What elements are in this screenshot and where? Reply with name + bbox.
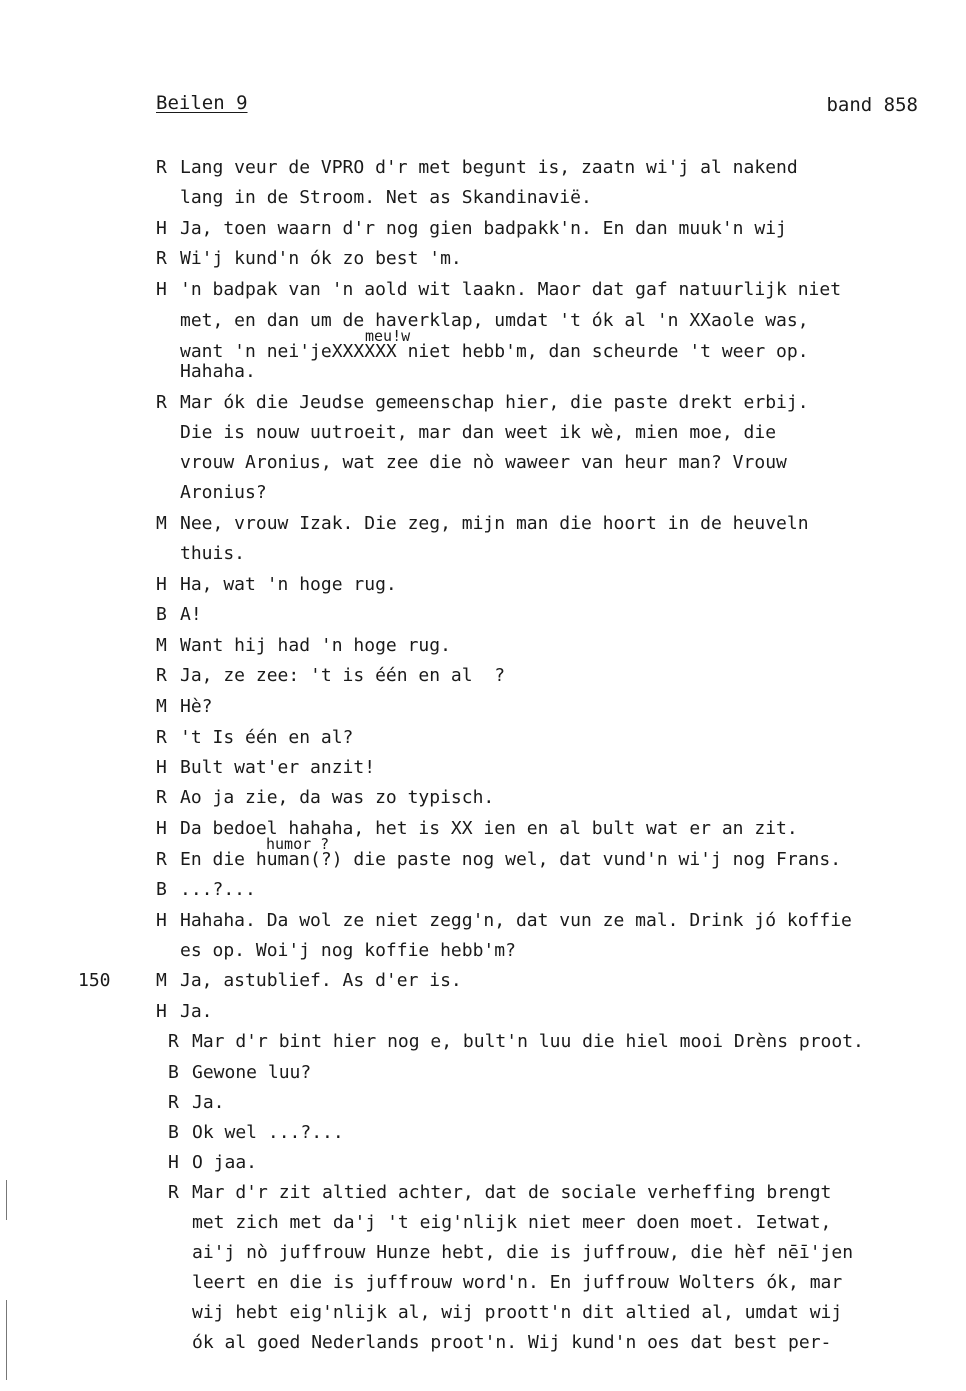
speaker-label: H — [156, 818, 167, 839]
speaker-label: B — [168, 1122, 179, 1143]
speaker-label: H — [156, 279, 167, 300]
transcript-line: Mar ók die Jeudse gemeenschap hier, die paste drekt erbij. — [180, 392, 809, 413]
speaker-label: M — [156, 635, 167, 656]
transcript-line: Die is nouw uutroeit, mar dan weet ik wè, mien moe, die — [180, 422, 777, 443]
transcript-line: want 'n nei'jeXXXXXX niet hebb'm, dan scheurde 't weer op. — [180, 341, 809, 362]
transcript-line: Da bedoel hahaha, het is XX ien en al bult wat er an zit. — [180, 818, 798, 839]
speaker-label: M — [156, 513, 167, 534]
speaker-label: M — [156, 696, 167, 717]
speaker-label: B — [168, 1062, 179, 1083]
transcript-line: ók al goed Nederlands proot'n. Wij kund'n oes dat best per- — [192, 1332, 832, 1353]
transcript-line: Ja, astublief. As d'er is. — [180, 970, 462, 991]
transcript-line: Aronius? — [180, 482, 267, 503]
transcript-line: Bult wat'er anzit! — [180, 757, 376, 778]
transcript-line: Lang veur de VPRO d'r met begunt is, zaatn wi'j al nakend — [180, 157, 798, 178]
speaker-label: B — [156, 604, 167, 625]
speaker-label: H — [156, 910, 167, 931]
speaker-label: R — [168, 1182, 179, 1203]
transcript-line: Mar d'r bint hier nog e, bult'n luu die hiel mooi Drèns proot. — [192, 1031, 864, 1052]
transcript-line: lang in de Stroom. Net as Skandinavië. — [180, 187, 592, 208]
speaker-label: R — [156, 787, 167, 808]
speaker-label: B — [156, 879, 167, 900]
speaker-label: R — [156, 157, 167, 178]
speaker-label: R — [156, 248, 167, 269]
band-number: band 858 — [826, 94, 918, 116]
speaker-label: M — [156, 970, 167, 991]
handwritten-insertion: meu!w — [365, 327, 411, 345]
transcript-line: Hahaha. — [180, 361, 256, 382]
transcript-line: En die human(?) die paste nog wel, dat vund'n wi'j nog Frans. — [180, 849, 842, 870]
transcript-line: Hè? — [180, 696, 213, 717]
transcript-line: 'n badpak van 'n aold wit laakn. Maor dat gaf natuurlijk niet — [180, 279, 842, 300]
page-edge-mark — [6, 1180, 7, 1220]
transcript-line: wij hebt eig'nlijk al, wij proott'n dit altied al, umdat wij — [192, 1302, 843, 1323]
line-number: 150 — [78, 970, 111, 991]
transcript-line: leert en die is juffrouw word'n. En juffrouw Wolters ók, mar — [192, 1272, 843, 1293]
speaker-label: R — [168, 1092, 179, 1113]
transcript-line: Ja, toen waarn d'r nog gien badpakk'n. En dan muuk'n wij — [180, 218, 787, 239]
handwritten-insertion: humor ? — [266, 835, 330, 853]
transcript-line: thuis. — [180, 543, 246, 564]
speaker-label: R — [156, 665, 167, 686]
transcript-line: met, en dan um de haverklap, umdat 't ók al 'n XXaole was, — [180, 310, 809, 331]
speaker-label: R — [168, 1031, 179, 1052]
transcript-line: 't Is één en al? — [180, 727, 354, 748]
speaker-label: H — [156, 574, 167, 595]
transcript-line: Hahaha. Da wol ze niet zegg'n, dat vun ze mal. Drink jó koffie — [180, 910, 852, 931]
transcript-line: es op. Woi'j nog koffie hebb'm? — [180, 940, 516, 961]
speaker-label: H — [156, 1001, 167, 1022]
transcript-line: Ja. — [180, 1001, 213, 1022]
transcript-line: Want hij had 'n hoge rug. — [180, 635, 451, 656]
page-edge-mark — [6, 1300, 7, 1380]
transcript-line: O jaa. — [192, 1152, 258, 1173]
transcript-line: Ao ja zie, da was zo typisch. — [180, 787, 495, 808]
transcript-line: met zich met da'j 't eig'nlijk niet meer doen moet. Ietwat, — [192, 1212, 832, 1233]
transcript-line: Gewone luu? — [192, 1062, 312, 1083]
transcript-line: vrouw Aronius, wat zee die nò waweer van heur man? Vrouw — [180, 452, 787, 473]
transcript-line: ...?... — [180, 879, 256, 900]
page-title: Beilen 9 — [156, 92, 248, 114]
transcript-line: Nee, vrouw Izak. Die zeg, mijn man die hoort in de heuveln — [180, 513, 809, 534]
transcript-line: Ha, wat 'n hoge rug. — [180, 574, 397, 595]
transcript-line: Ja, ze zee: 't is één en al ? — [180, 665, 506, 686]
speaker-label: H — [156, 218, 167, 239]
speaker-label: H — [168, 1152, 179, 1173]
transcript-line: ai'j nò juffrouw Hunze hebt, die is juffrouw, die hèf nēī'jen — [192, 1242, 854, 1263]
speaker-label: H — [156, 757, 167, 778]
transcript-line: A! — [180, 604, 202, 625]
speaker-label: R — [156, 392, 167, 413]
transcript-line: Wi'j kund'n ók zo best 'm. — [180, 248, 462, 269]
speaker-label: R — [156, 849, 167, 870]
transcript-line: Mar d'r zit altied achter, dat de sociale verheffing brengt — [192, 1182, 832, 1203]
transcript-line: Ja. — [192, 1092, 225, 1113]
transcript-line: Ok wel ...?... — [192, 1122, 344, 1143]
speaker-label: R — [156, 727, 167, 748]
